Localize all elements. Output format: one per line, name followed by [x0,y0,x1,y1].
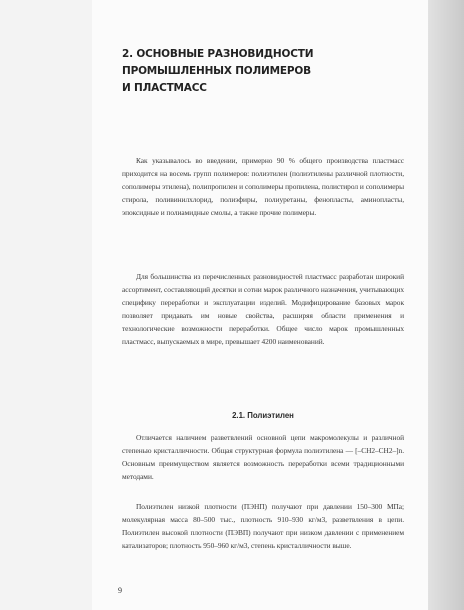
chapter-title [122,46,322,97]
second-paragraph-block [122,270,404,349]
second-paragraph: Для большинства из перечисленных разновидностей пластмасс разработан широкий ассортимент, составляющий десятки и сотни марок различного назначения, учитывающих специфику переработки и эксплуатации изделий. Модифицирование базовых марок позволяет придавать им новые свойства, расширяя области применения и технологические возможности переработки. Общее число марок промышленных пластмасс, выпускаемых в мире, превышает 4200 наименований. [122,272,404,347]
section-paragraph-1: Отличается наличием разветвлений основной цепи макромолекулы и различной степенью кристалличности. Общая структурная формула полиэтилена — [–CH2–CH2–]n. Основным преимуществом является возможность переработки всеми традиционными методами. [122,433,404,482]
intro-paragraph-block [122,154,404,219]
section-paragraph-2: Полиэтилен низкой плотности (ПЭНП) получают при давлении 150–300 МПа; молекулярная масса 80–500 тыс., плотность 910–930 кг/м3, разветвления в цепи. Полиэтилен высокой плотности (ПЭВП) получают при низком давлении с применением катализаторов; плотность 950–960 кг/м3, степень кристалличности выше. [122,502,404,551]
page-number: 9 [118,586,122,595]
section-paragraph-2-block [122,500,404,552]
intro-paragraph: Как указывалось во введении, примерно 90 % общего производства пластмасс приходится на восемь групп полимеров: полиэтилен (полиэтилены различной плотности, сополимеры этилена), полипропилен и сополимеры пропилена, полистирол и сополимеры стирола, поливинилхлорид, полиэфиры, полиуретаны, фенопласты, аминопласты, эпоксидные и полиамидные смолы, а также прочие полимеры. [122,156,404,218]
chapter-title-line-2: ПРОМЫШЛЕННЫХ ПОЛИМЕРОВ [122,65,311,77]
section-paragraph-1-block [122,431,404,483]
chapter-title-line-3: И ПЛАСТМАСС [122,82,207,94]
chapter-title-line-1: 2. ОСНОВНЫЕ РАЗНОВИДНОСТИ [122,48,314,60]
section-heading: 2.1. Полиэтилен [232,411,294,420]
page-edge-shadow [426,0,464,610]
